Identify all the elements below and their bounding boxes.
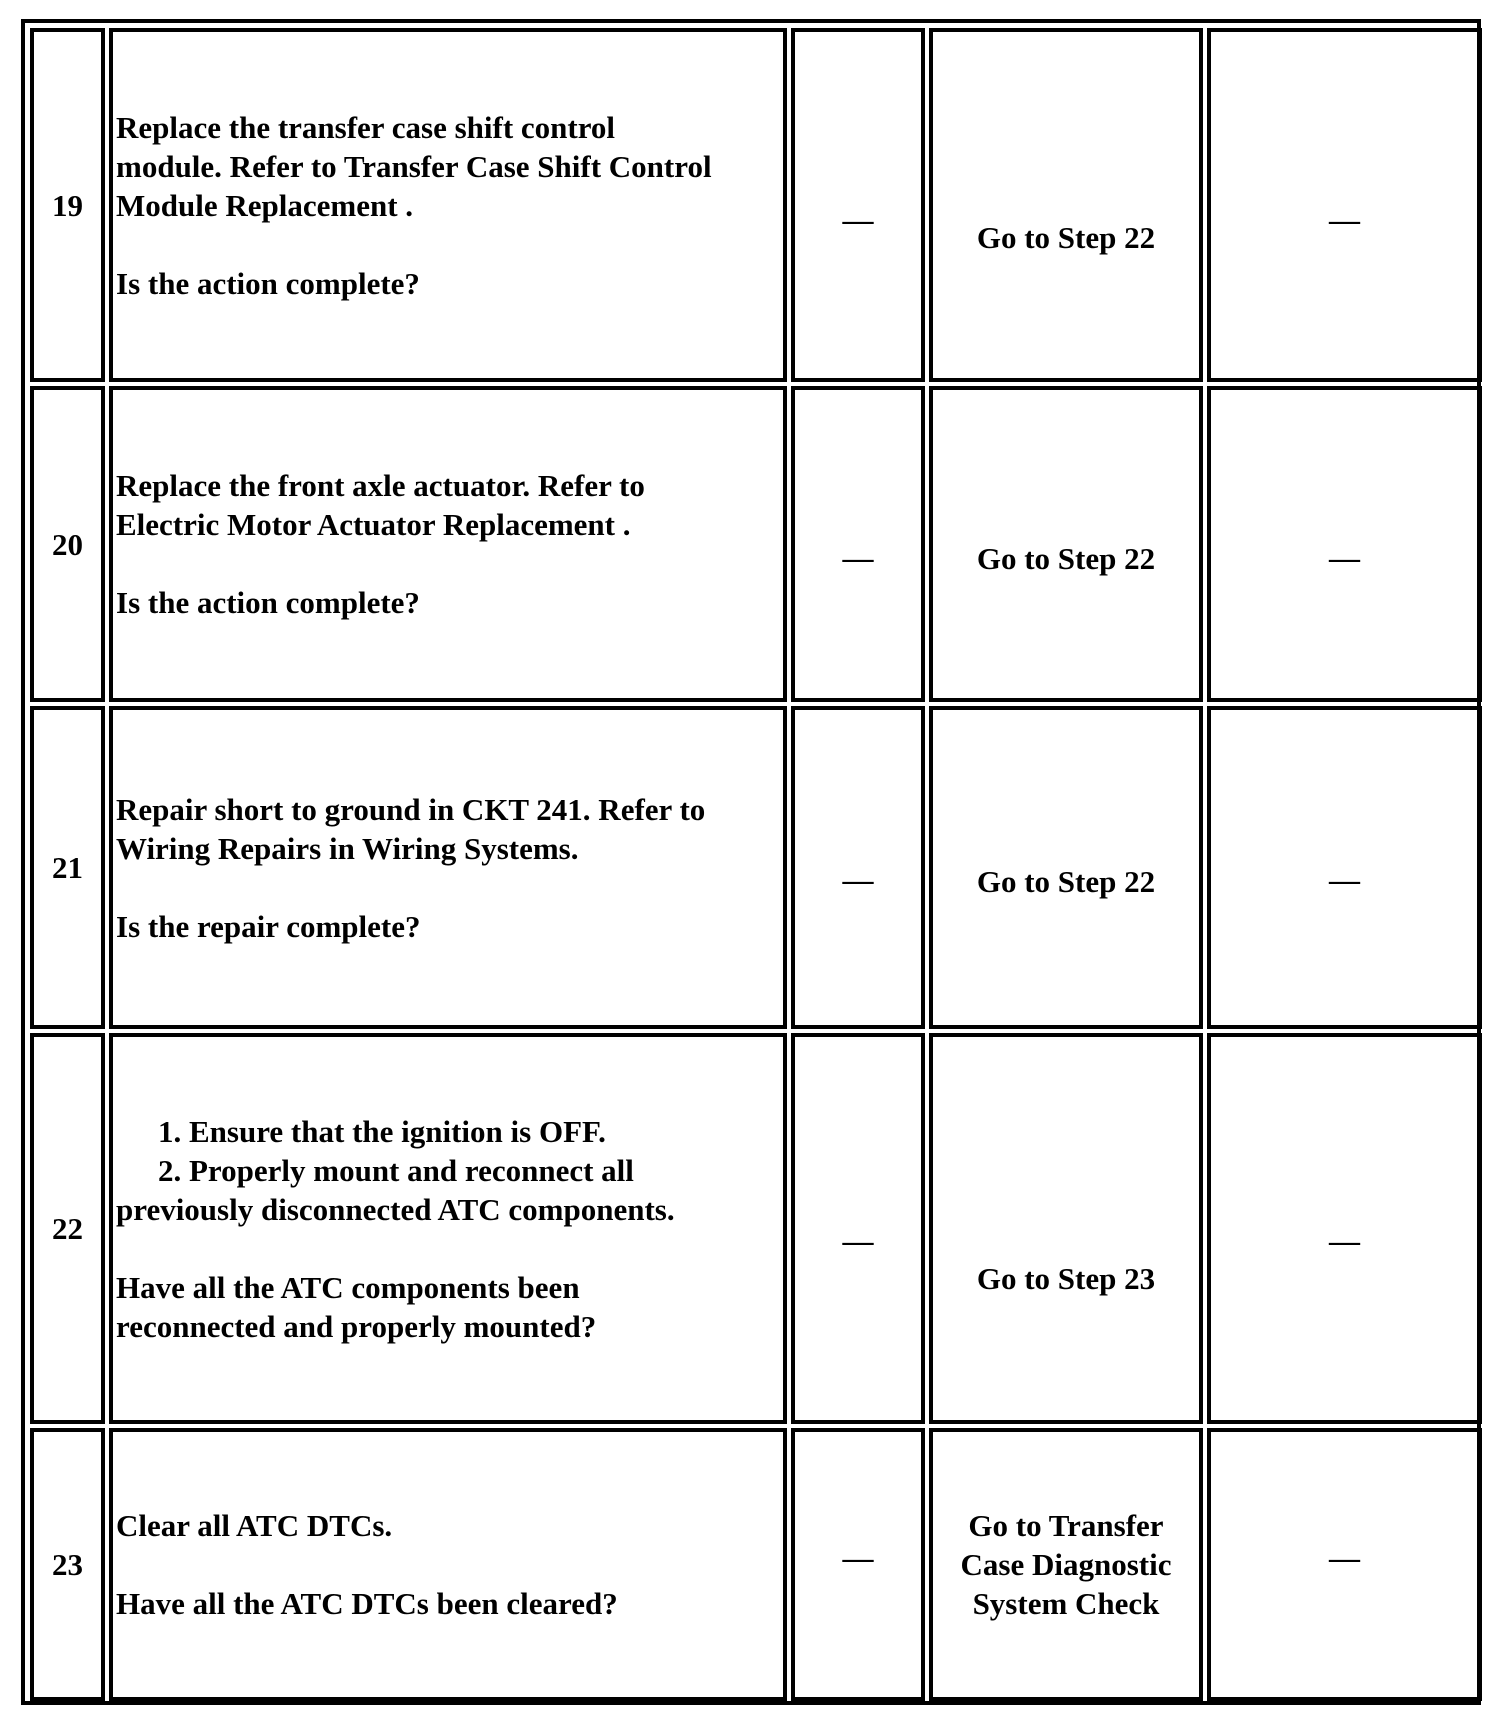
step-number (30, 386, 105, 702)
value-dash: — (842, 202, 874, 237)
step-question: Is the repair complete? (116, 908, 421, 944)
yes-action-line: Go to Transfer (968, 1508, 1164, 1543)
step-number (30, 706, 105, 1029)
step-number-text: 21 (52, 850, 83, 885)
no-action-dash: — (1329, 862, 1360, 897)
no-action-cell (1207, 386, 1482, 702)
yes-action-cell (929, 386, 1203, 702)
step-number-text: 20 (52, 526, 83, 562)
no-action-cell (1207, 1033, 1482, 1424)
yes-action-line: System Check (972, 1586, 1160, 1621)
no-action-cell (1207, 1428, 1482, 1701)
description-line: Electric Motor Actuator Replacement . (116, 507, 631, 542)
yes-action-cell (929, 706, 1203, 1029)
list-item: 2. Properly mount and reconnect all (158, 1152, 634, 1188)
step-question: Is the action complete? (116, 265, 420, 301)
description-line: Replace the front axle actuator. Refer to (116, 468, 645, 503)
value-cell (791, 386, 925, 702)
yes-action-cell (929, 1033, 1203, 1424)
step-number (30, 28, 105, 382)
step-description (109, 1033, 787, 1424)
step-description (109, 706, 787, 1029)
description-line: Module Replacement . (116, 187, 414, 223)
value-cell (791, 1428, 925, 1701)
step-number-text: 22 (52, 1211, 83, 1246)
no-action-cell (1207, 28, 1482, 382)
value-dash: — (842, 1223, 874, 1258)
step-question: Have all the ATC DTCs been cleared? (116, 1586, 618, 1621)
description-line: Repair short to ground in CKT 241. Refer to (116, 791, 706, 827)
step-description (109, 28, 787, 382)
step-description (109, 386, 787, 702)
value-dash: — (842, 1540, 874, 1575)
value-cell (791, 28, 925, 382)
yes-action-cell (929, 28, 1203, 382)
no-action-dash: — (1329, 1223, 1360, 1258)
yes-action-text: Go to Step 22 (976, 219, 1156, 255)
yes-action-text: Go to Step 23 (976, 1261, 1156, 1296)
instruction-list (116, 1112, 783, 1190)
description-line: Wiring Repairs in Wiring Systems. (116, 830, 579, 866)
step-number-text: 19 (52, 187, 83, 223)
description-line: module. Refer to Transfer Case Shift Control (116, 148, 712, 184)
yes-action-line: Case Diagnostic (960, 1547, 1172, 1582)
description-line: Clear all ATC DTCs. (116, 1508, 393, 1543)
no-action-dash: — (1329, 540, 1360, 575)
yes-action-text: Go to Step 22 (976, 864, 1156, 899)
step-number (30, 1428, 105, 1701)
step-question: Is the action complete? (116, 585, 420, 620)
value-cell (791, 706, 925, 1029)
no-action-cell (1207, 706, 1482, 1029)
no-action-dash: — (1329, 1540, 1360, 1575)
value-dash: — (842, 540, 874, 575)
step-question: reconnected and properly mounted? (116, 1308, 597, 1344)
description-line: previously disconnected ATC components. (116, 1191, 675, 1227)
step-description (109, 1428, 787, 1701)
value-cell (791, 1033, 925, 1424)
list-item: 1. Ensure that the ignition is OFF. (158, 1113, 606, 1149)
no-action-dash: — (1329, 202, 1360, 237)
step-number (30, 1033, 105, 1424)
description-line: Replace the transfer case shift control (116, 109, 616, 145)
yes-action-cell (929, 1428, 1203, 1701)
step-question: Have all the ATC components been (116, 1269, 580, 1305)
step-number-text: 23 (52, 1547, 83, 1582)
value-dash: — (842, 862, 874, 897)
yes-action-text: Go to Step 22 (976, 540, 1156, 576)
